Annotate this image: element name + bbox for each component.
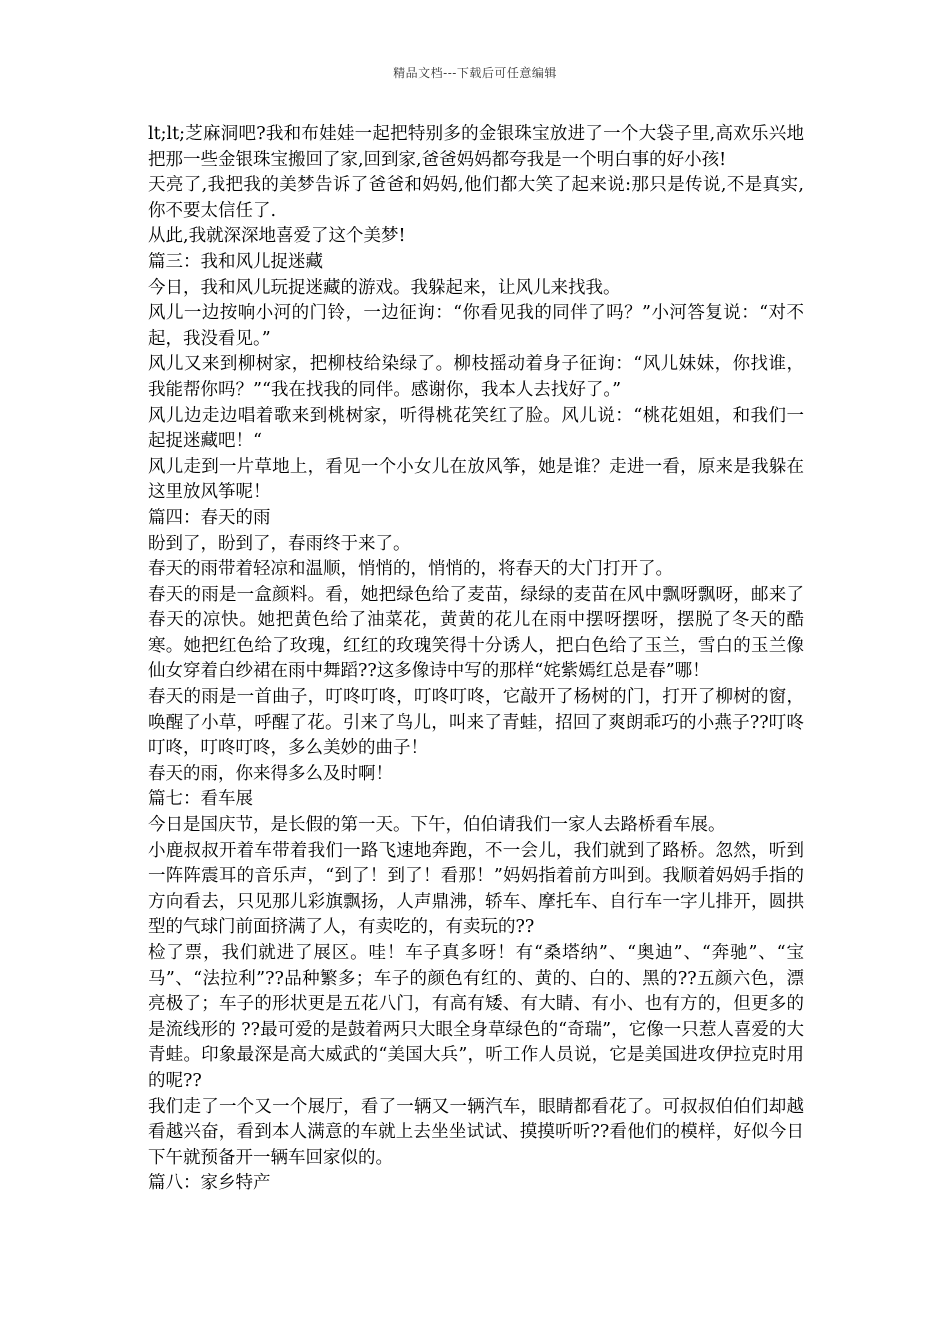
section-heading: 篇七：看车展 — [148, 789, 253, 810]
section-heading: 篇三：我和风儿捉迷藏 — [148, 251, 323, 272]
section-heading: 篇四：春天的雨 — [148, 507, 271, 528]
paragraph: 春天的雨，你来得多么及时啊！ — [148, 763, 393, 784]
paragraph: 今日，我和风儿玩捉迷藏的游戏。我躲起来，让风儿来找我。 — [148, 277, 621, 298]
paragraph: 小鹿叔叔开着车带着我们一路飞速地奔跑，不一会儿，我们就到了路桥。忽然，听到一阵阵震耳的音乐声，“到了！到了！看那！”妈妈指着前方叫到。我顺着妈妈手指的方向看去，只见那儿彩旗飘扬，人声鼎沸，轿车、摩托车、自行车一字儿排开，圆拱型的气球门前面挤满了人，有卖吃的，有卖玩的?? — [148, 840, 804, 938]
section-heading: 篇八：家乡特产 — [148, 1173, 271, 1194]
document-body — [148, 122, 804, 1197]
paragraph: lt;lt;芝麻洞吧?我和布娃娃一起把特别多的金银珠宝放进了一个大袋子里,高欢乐兴地把那一些金银珠宝搬回了家,回到家,爸爸妈妈都夸我是一个明白事的好小孩! — [148, 124, 804, 170]
paragraph: 天亮了,我把我的美梦告诉了爸爸和妈妈,他们都大笑了起来说:那只是传说,不是真实,你不要太信任了. — [148, 175, 804, 221]
paragraph: 风儿一边按响小河的门铃，一边征询：“你看见我的同伴了吗？”小河答复说：“对不起，我没看见。” — [148, 303, 804, 349]
paragraph: 检了票，我们就进了展区。哇！车子真多呀！有“桑塔纳”、“奥迪”、“奔驰”、“宝马”、“法拉利”??品种繁多；车子的颜色有红的、黄的、白的、黑的??五颜六色，漂亮极了；车子的形状更是五花八门，有高有矮、有大睛、有小、也有方的，但更多的是流线形的 ??最可爱的是鼓着两只大眼全身草绿色的“奇瑞”，它像一只惹人喜爱的大青蛙。印象最深是高大威武的“美国大兵”，听工作人员说，它是美国进攻伊拉克时用的呢?? — [148, 943, 804, 1091]
paragraph: 今日是国庆节，是长假的第一天。下午，伯伯请我们一家人去路桥看车展。 — [148, 815, 726, 836]
paragraph: 风儿走到一片草地上，看见一个小女儿在放风筝，她是谁？走进一看，原来是我躲在这里放风筝呢！ — [148, 456, 804, 503]
paragraph: 风儿又来到柳树家，把柳枝给染绿了。柳枝摇动着身子征询：“风儿妹妹，你找谁，我能帮你吗？”“我在找我的同伴。感谢你，我本人去找好了。” — [148, 354, 804, 400]
paragraph: 盼到了，盼到了，春雨终于来了。 — [148, 533, 411, 554]
page-header: 精品文档---下载后可任意编辑 — [393, 66, 557, 80]
paragraph: 春天的雨带着轻凉和温顺，悄悄的，悄悄的，将春天的大门打开了。 — [148, 559, 673, 580]
paragraph: 风儿边走边唱着歌来到桃树家，听得桃花笑红了脸。风儿说：“桃花姐姐，和我们一起捉迷藏吧！“ — [148, 405, 804, 452]
paragraph: 春天的雨是一首曲子，叮咚叮咚，叮咚叮咚，它敲开了杨树的门，打开了柳树的窗，唤醒了小草，呼醒了花。引来了鸟儿，叫来了青蛙，招回了爽朗乖巧的小燕子??叮咚叮咚，叮咚叮咚，多么美妙的曲子！ — [148, 687, 804, 759]
paragraph: 从此,我就深深地喜爱了这个美梦! — [148, 226, 406, 247]
paragraph: 春天的雨是一盒颜料。看，她把绿色给了麦苗，绿绿的麦苗在风中飘呀飘呀，邮来了春天的凉快。她把黄色给了油菜花，黄黄的花儿在雨中摆呀摆呀，摆脱了冬天的酷寒。她把红色给了玫瑰，红红的玫瑰笑得十分诱人，把白色给了玉兰，雪白的玉兰像仙女穿着白纱裙在雨中舞蹈??这多像诗中写的那样“姹紫嫣红总是春”哪！ — [148, 584, 804, 682]
paragraph: 我们走了一个又一个展厅，看了一辆又一辆汽车，眼睛都看花了。可叔叔伯伯们却越看越兴奋，看到本人满意的车就上去坐坐试试、摸摸听听??看他们的模样，好似今日下午就预备开一辆车回家似的。 — [148, 1096, 804, 1168]
